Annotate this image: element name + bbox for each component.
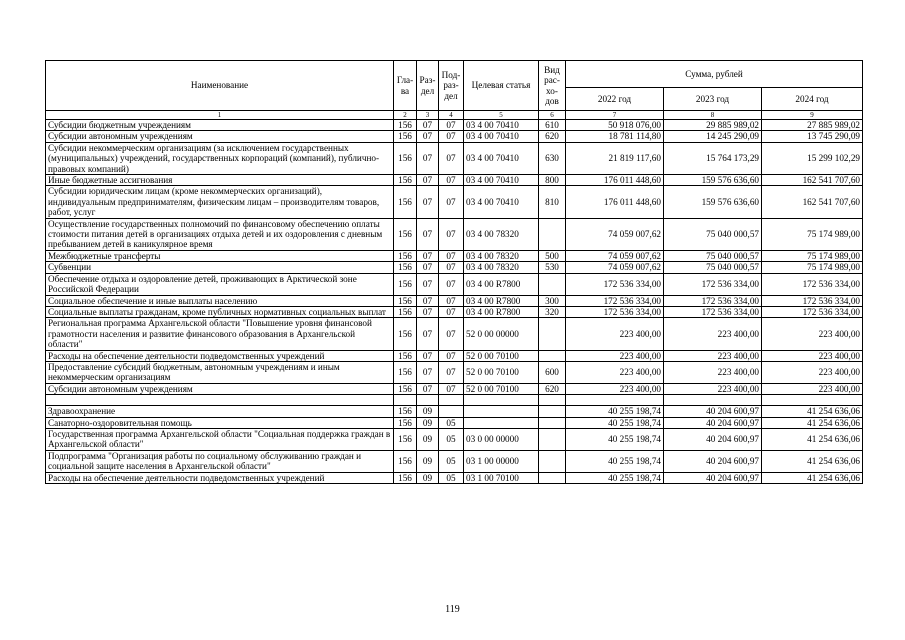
row-sum-2024: 41 254 636,06 — [762, 406, 863, 417]
row-sum-2022: 74 059 007,62 — [566, 250, 664, 261]
row-subsection: 07 — [439, 273, 464, 295]
row-chapter: 156 — [394, 218, 417, 250]
row-chapter: 156 — [394, 175, 417, 186]
table-row — [46, 262, 863, 273]
row-section: 07 — [417, 350, 439, 361]
row-chapter: 156 — [394, 306, 417, 317]
row-section: 07 — [417, 142, 439, 174]
row-name: Подпрограмма "Организация работы по социальному обслуживанию граждан и социальной защите населения в Архангельской области" — [46, 450, 394, 472]
row-expense-type: 530 — [539, 262, 566, 273]
row-subsection: 07 — [439, 262, 464, 273]
row-chapter: 156 — [394, 472, 417, 483]
table-row — [46, 142, 863, 174]
table-row — [46, 186, 863, 218]
row-name: Предоставление субсидий бюджетным, автономным учреждениям и иным некоммерческим организациям — [46, 361, 394, 383]
table-row — [46, 350, 863, 361]
row-sum-2023: 40 204 600,97 — [664, 417, 762, 428]
column-index-cell: 5 — [464, 111, 539, 120]
row-section: 07 — [417, 361, 439, 383]
row-chapter: 156 — [394, 273, 417, 295]
row-subsection: 07 — [439, 250, 464, 261]
row-chapter: 156 — [394, 262, 417, 273]
row-sum-2024: 13 745 290,09 — [762, 131, 863, 142]
row-name: Расходы на обеспечение деятельности подведомственных учреждений — [46, 350, 394, 361]
page-number: 119 — [445, 604, 460, 615]
row-chapter: 156 — [394, 361, 417, 383]
row-expense-type — [539, 218, 566, 250]
row-sum-2022: 172 536 334,00 — [566, 295, 664, 306]
row-name — [46, 395, 394, 406]
row-subsection: 07 — [439, 175, 464, 186]
row-sum-2022: 223 400,00 — [566, 361, 664, 383]
row-expense-type: 800 — [539, 175, 566, 186]
row-chapter: 156 — [394, 350, 417, 361]
column-index-cell: 1 — [46, 111, 394, 120]
row-sum-2024: 162 541 707,60 — [762, 175, 863, 186]
row-sum-2023: 172 536 334,00 — [664, 295, 762, 306]
row-section: 09 — [417, 406, 439, 417]
row-subsection — [439, 395, 464, 406]
row-chapter: 156 — [394, 417, 417, 428]
row-name: Региональная программа Архангельской области "Повышение уровня финансовой грамотности населения и развитие финансового образования в Архангельской области" — [46, 318, 394, 350]
row-target: 03 4 00 R7800 — [464, 306, 539, 317]
row-section: 09 — [417, 428, 439, 450]
row-sum-2024: 223 400,00 — [762, 318, 863, 350]
row-expense-type — [539, 428, 566, 450]
table-row — [46, 428, 863, 450]
row-section — [417, 395, 439, 406]
row-sum-2023: 223 400,00 — [664, 350, 762, 361]
row-subsection: 07 — [439, 120, 464, 131]
row-sum-2023: 223 400,00 — [664, 383, 762, 394]
row-sum-2022: 21 819 117,60 — [566, 142, 664, 174]
row-section: 07 — [417, 306, 439, 317]
row-name: Осуществление государственных полномочий по финансовому обеспечению оплаты стоимости питания детей в организациях отдыха детей и их оздоровления с дневным пребыванием детей в каникулярное время — [46, 218, 394, 250]
row-expense-type — [539, 273, 566, 295]
row-subsection: 07 — [439, 131, 464, 142]
row-sum-2023: 40 204 600,97 — [664, 472, 762, 483]
row-sum-2023: 159 576 636,60 — [664, 175, 762, 186]
row-subsection: 05 — [439, 472, 464, 483]
row-section: 07 — [417, 120, 439, 131]
row-chapter: 156 — [394, 383, 417, 394]
row-sum-2022: 74 059 007,62 — [566, 262, 664, 273]
column-index-row — [46, 111, 863, 120]
row-sum-2022: 176 011 448,60 — [566, 175, 664, 186]
row-section: 07 — [417, 383, 439, 394]
row-section: 09 — [417, 450, 439, 472]
header-year-2022: 2022 год — [566, 88, 664, 111]
row-sum-2023: 172 536 334,00 — [664, 306, 762, 317]
row-subsection — [439, 406, 464, 417]
row-sum-2024: 172 536 334,00 — [762, 306, 863, 317]
row-chapter: 156 — [394, 250, 417, 261]
row-target: 03 4 00 R7800 — [464, 273, 539, 295]
row-expense-type: 620 — [539, 131, 566, 142]
table-row — [46, 450, 863, 472]
row-sum-2022: 18 781 114,80 — [566, 131, 664, 142]
row-target: 03 4 00 70410 — [464, 142, 539, 174]
row-name: Социальное обеспечение и иные выплаты населению — [46, 295, 394, 306]
row-sum-2024: 172 536 334,00 — [762, 273, 863, 295]
table-row — [46, 131, 863, 142]
row-name: Здравоохранение — [46, 406, 394, 417]
row-subsection: 07 — [439, 350, 464, 361]
row-sum-2023: 29 885 989,02 — [664, 120, 762, 131]
row-chapter: 156 — [394, 428, 417, 450]
row-sum-2024: 223 400,00 — [762, 361, 863, 383]
header-subsection: Под-раз-дел — [439, 61, 464, 111]
row-sum-2024 — [762, 395, 863, 406]
column-index-cell: 9 — [762, 111, 863, 120]
table-row — [46, 218, 863, 250]
row-sum-2024: 172 536 334,00 — [762, 295, 863, 306]
row-name: Санаторно-оздоровительная помощь — [46, 417, 394, 428]
row-sum-2023: 40 204 600,97 — [664, 428, 762, 450]
row-sum-2022: 40 255 198,74 — [566, 450, 664, 472]
column-index-cell: 8 — [664, 111, 762, 120]
row-sum-2022: 223 400,00 — [566, 383, 664, 394]
table-row — [46, 406, 863, 417]
row-sum-2022 — [566, 395, 664, 406]
row-sum-2024: 27 885 989,02 — [762, 120, 863, 131]
row-sum-2024: 223 400,00 — [762, 383, 863, 394]
row-sum-2022: 74 059 007,62 — [566, 218, 664, 250]
row-expense-type — [539, 406, 566, 417]
header-sum: Сумма, рублей — [566, 61, 863, 88]
row-sum-2022: 40 255 198,74 — [566, 428, 664, 450]
header-year-2023: 2023 год — [664, 88, 762, 111]
budget-table — [45, 60, 863, 484]
row-subsection: 05 — [439, 428, 464, 450]
row-subsection: 07 — [439, 186, 464, 218]
table-row — [46, 318, 863, 350]
row-sum-2022: 176 011 448,60 — [566, 186, 664, 218]
row-target: 03 1 00 70100 — [464, 472, 539, 483]
row-chapter: 156 — [394, 142, 417, 174]
row-chapter: 156 — [394, 295, 417, 306]
row-sum-2022: 40 255 198,74 — [566, 472, 664, 483]
row-sum-2024: 41 254 636,06 — [762, 450, 863, 472]
table-body — [46, 120, 863, 484]
column-index-cell: 3 — [417, 111, 439, 120]
row-expense-type — [539, 318, 566, 350]
row-sum-2024: 75 174 989,00 — [762, 218, 863, 250]
row-expense-type — [539, 417, 566, 428]
row-sum-2022: 40 255 198,74 — [566, 406, 664, 417]
row-subsection: 07 — [439, 306, 464, 317]
row-target: 52 0 00 70100 — [464, 383, 539, 394]
row-sum-2023: 40 204 600,97 — [664, 450, 762, 472]
row-chapter: 156 — [394, 186, 417, 218]
row-sum-2024: 15 299 102,29 — [762, 142, 863, 174]
row-subsection: 07 — [439, 318, 464, 350]
row-section: 07 — [417, 295, 439, 306]
row-target — [464, 417, 539, 428]
row-target — [464, 406, 539, 417]
row-sum-2023: 15 764 173,29 — [664, 142, 762, 174]
header-name: Наименование — [46, 61, 394, 111]
row-name: Субвенции — [46, 262, 394, 273]
row-sum-2022: 50 918 076,00 — [566, 120, 664, 131]
row-subsection: 05 — [439, 417, 464, 428]
row-expense-type: 320 — [539, 306, 566, 317]
table-row — [46, 120, 863, 131]
row-sum-2023: 159 576 636,60 — [664, 186, 762, 218]
row-target: 03 4 00 70410 — [464, 175, 539, 186]
row-expense-type — [539, 472, 566, 483]
row-target — [464, 395, 539, 406]
row-sum-2023: 75 040 000,57 — [664, 262, 762, 273]
table-row — [46, 361, 863, 383]
table-row — [46, 250, 863, 261]
row-sum-2023: 172 536 334,00 — [664, 273, 762, 295]
header-section: Раз-дел — [417, 61, 439, 111]
row-section: 07 — [417, 273, 439, 295]
row-expense-type: 630 — [539, 142, 566, 174]
row-section: 09 — [417, 417, 439, 428]
row-target: 03 4 00 78320 — [464, 250, 539, 261]
row-expense-type — [539, 395, 566, 406]
row-sum-2024: 75 174 989,00 — [762, 250, 863, 261]
column-index-cell: 7 — [566, 111, 664, 120]
row-expense-type — [539, 350, 566, 361]
row-sum-2023: 75 040 000,57 — [664, 218, 762, 250]
table-row — [46, 472, 863, 483]
row-target: 03 4 00 70410 — [464, 131, 539, 142]
column-index-cell: 6 — [539, 111, 566, 120]
row-name: Расходы на обеспечение деятельности подведомственных учреждений — [46, 472, 394, 483]
row-target: 03 0 00 00000 — [464, 428, 539, 450]
row-target: 03 4 00 78320 — [464, 218, 539, 250]
row-name: Субсидии бюджетным учреждениям — [46, 120, 394, 131]
row-sum-2023: 223 400,00 — [664, 361, 762, 383]
table-row — [46, 417, 863, 428]
row-subsection: 07 — [439, 361, 464, 383]
row-name: Субсидии автономным учреждениям — [46, 131, 394, 142]
row-subsection: 07 — [439, 295, 464, 306]
row-section: 07 — [417, 131, 439, 142]
header-chapter: Гла-ва — [394, 61, 417, 111]
header-target: Целевая статья — [464, 61, 539, 111]
row-target: 03 1 00 00000 — [464, 450, 539, 472]
row-section: 07 — [417, 318, 439, 350]
row-name: Обеспечение отдыха и оздоровление детей, проживающих в Арктической зоне Российской Федерации — [46, 273, 394, 295]
header-expense-type: Вид рас-хо-дов — [539, 61, 566, 111]
row-sum-2022: 223 400,00 — [566, 318, 664, 350]
row-target: 03 4 00 70410 — [464, 186, 539, 218]
row-sum-2022: 172 536 334,00 — [566, 306, 664, 317]
row-section: 07 — [417, 218, 439, 250]
row-chapter: 156 — [394, 318, 417, 350]
row-sum-2024: 75 174 989,00 — [762, 262, 863, 273]
row-target: 52 0 00 70100 — [464, 350, 539, 361]
row-section: 07 — [417, 186, 439, 218]
row-expense-type: 810 — [539, 186, 566, 218]
row-name: Субсидии юридическим лицам (кроме некоммерческих организаций), индивидуальным предпринимателям, физическим лицам – производителям товаров, работ, услуг — [46, 186, 394, 218]
row-sum-2022: 172 536 334,00 — [566, 273, 664, 295]
table-row — [46, 295, 863, 306]
table-row — [46, 395, 863, 406]
row-expense-type: 600 — [539, 361, 566, 383]
row-subsection: 05 — [439, 450, 464, 472]
row-subsection: 07 — [439, 218, 464, 250]
table-row — [46, 273, 863, 295]
row-expense-type: 300 — [539, 295, 566, 306]
row-name: Субсидии автономным учреждениям — [46, 383, 394, 394]
row-chapter: 156 — [394, 450, 417, 472]
table-row — [46, 306, 863, 317]
row-subsection: 07 — [439, 383, 464, 394]
row-sum-2023: 223 400,00 — [664, 318, 762, 350]
row-sum-2023 — [664, 395, 762, 406]
row-target: 03 4 00 78320 — [464, 262, 539, 273]
row-sum-2024: 162 541 707,60 — [762, 186, 863, 218]
row-target: 03 4 00 R7800 — [464, 295, 539, 306]
table-row — [46, 383, 863, 394]
column-index-cell: 4 — [439, 111, 464, 120]
row-section: 07 — [417, 175, 439, 186]
row-name: Государственная программа Архангельской области "Социальная поддержка граждан в Архангельской области" — [46, 428, 394, 450]
row-expense-type: 610 — [539, 120, 566, 131]
row-expense-type — [539, 450, 566, 472]
row-name: Иные бюджетные ассигнования — [46, 175, 394, 186]
row-expense-type: 500 — [539, 250, 566, 261]
row-chapter: 156 — [394, 131, 417, 142]
row-chapter — [394, 395, 417, 406]
row-chapter: 156 — [394, 120, 417, 131]
row-target: 03 4 00 70410 — [464, 120, 539, 131]
row-sum-2023: 40 204 600,97 — [664, 406, 762, 417]
row-sum-2022: 40 255 198,74 — [566, 417, 664, 428]
row-target: 52 0 00 00000 — [464, 318, 539, 350]
row-sum-2022: 223 400,00 — [566, 350, 664, 361]
row-section: 07 — [417, 262, 439, 273]
row-section: 07 — [417, 250, 439, 261]
row-subsection: 07 — [439, 142, 464, 174]
row-expense-type: 620 — [539, 383, 566, 394]
row-sum-2024: 223 400,00 — [762, 350, 863, 361]
row-sum-2023: 75 040 000,57 — [664, 250, 762, 261]
row-name: Субсидии некоммерческим организациям (за исключением государственных (муниципальных) учреждений, государственных корпораций (компаний), публично-правовых компаний) — [46, 142, 394, 174]
row-name: Социальные выплаты гражданам, кроме публичных нормативных социальных выплат — [46, 306, 394, 317]
row-sum-2024: 41 254 636,06 — [762, 428, 863, 450]
header-year-2024: 2024 год — [762, 88, 863, 111]
row-name: Межбюджетные трансферты — [46, 250, 394, 261]
row-sum-2024: 41 254 636,06 — [762, 417, 863, 428]
table-row — [46, 175, 863, 186]
row-target: 52 0 00 70100 — [464, 361, 539, 383]
row-section: 09 — [417, 472, 439, 483]
row-sum-2024: 41 254 636,06 — [762, 472, 863, 483]
row-sum-2023: 14 245 290,09 — [664, 131, 762, 142]
row-chapter: 156 — [394, 406, 417, 417]
column-index-cell: 2 — [394, 111, 417, 120]
